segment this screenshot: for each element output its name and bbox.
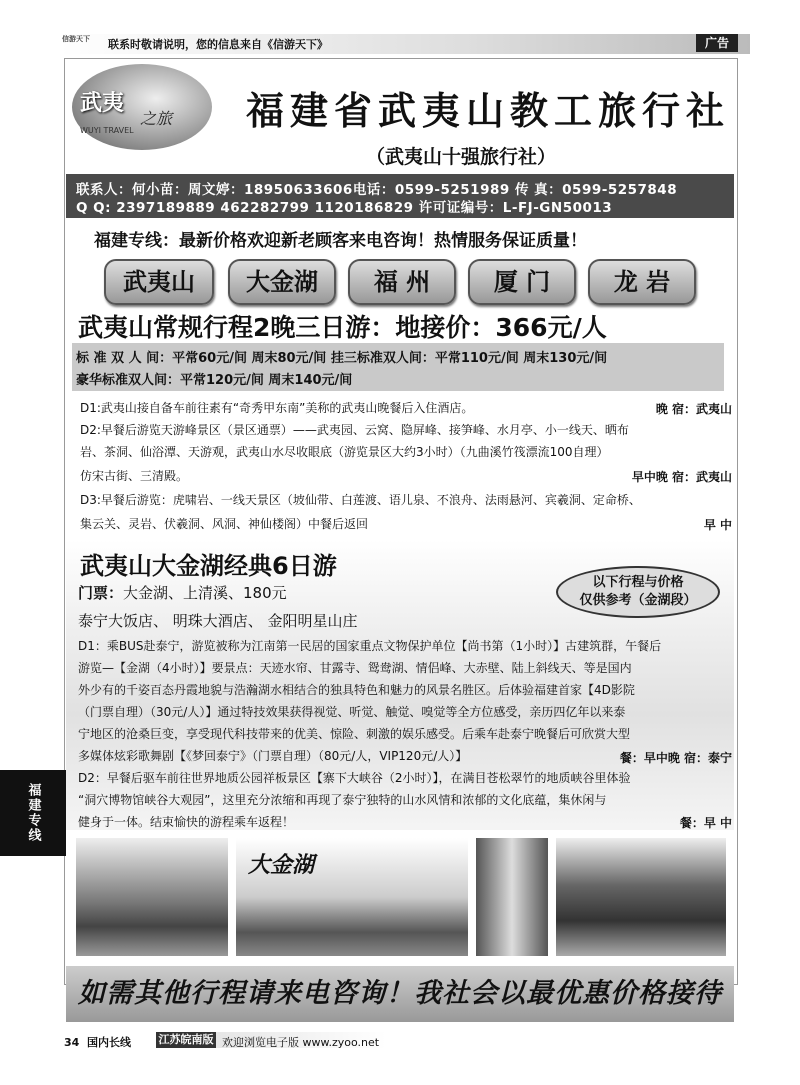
logo-tour: 之旅 bbox=[140, 109, 173, 128]
tour1-line: 集云关、灵岩、伏羲洞、风洞、神仙楼阁）中餐后返回 bbox=[80, 517, 369, 531]
tour2-line: D1：乘BUS赴泰宁，游览被称为江南第一民居的国家重点文物保护单位【尚书第（1小时）】古建筑群，午餐后 bbox=[78, 639, 662, 653]
tour1-line: 岩、茶洞、仙浴潭、天游观，武夷山水尽收眼底（游览景区大约3小时）（九曲溪竹筏漂流100自理） bbox=[80, 445, 609, 459]
consult-banner: 如需其他行程请来电咨询！我社会以最优惠价格接待 bbox=[66, 966, 734, 1022]
photo-river-rocks bbox=[76, 838, 228, 956]
ticket-label: 门票： bbox=[78, 584, 124, 602]
sidebar-tab bbox=[0, 770, 66, 856]
tour1-meal: 早 中 bbox=[703, 518, 732, 532]
agency-name: 福建省武夷山教工旅行社 bbox=[246, 88, 731, 133]
ad-tag: 广告 bbox=[696, 34, 738, 52]
tour2-meal: 餐：早 中 bbox=[679, 816, 732, 830]
footer-site[interactable]: 欢迎浏览电子版 www.zyoo.net bbox=[222, 1036, 380, 1049]
ticket-info bbox=[78, 582, 287, 603]
special-line: 福建专线：最新价格欢迎新老顾客来电咨询！热情服务保证质量！ bbox=[94, 231, 587, 251]
logo-text: 武夷 bbox=[80, 91, 125, 116]
footer-section: 国内长线 bbox=[86, 1036, 131, 1049]
hotel-list: 泰宁大饭店、 明珠大酒店、 金阳明星山庄 bbox=[78, 612, 358, 630]
tour1-line: D2:早餐后游览天游峰景区（景区通票）——武夷园、云窝、隐屏峰、接笋峰、水月亭、小一线天、晒布 bbox=[80, 423, 629, 437]
destination-wuyishan: 武夷山 bbox=[104, 259, 214, 305]
photo-waterfall bbox=[476, 838, 548, 956]
tour2-line: 宁地区的沧桑巨变，享受现代科技带来的优美、惊险、刺激的娱乐感受。后乘车赴泰宁晚餐后可欣赏大型 bbox=[78, 727, 631, 741]
price-note-bubble bbox=[556, 566, 720, 618]
bubble-line-1: 以下行程与价格 bbox=[592, 575, 684, 590]
price-line-1: 标 准 双 人 间：平常60元/间 周末80元/间 挂三标准双人间：平常110元/间 周末130元/间 bbox=[76, 351, 608, 366]
tour2-line: “洞穴博物馆峡谷大观园”，这里充分浓缩和再现了泰宁独特的山水风情和浓郁的文化底蕴，集休闲与 bbox=[78, 793, 607, 807]
tour1-title: 武夷山常规行程2晚三日游：地接价：366元/人 bbox=[78, 313, 607, 342]
header-notice: 联系时敬请说明，您的信息来自《信游天下》 bbox=[108, 38, 328, 51]
tour2-line: （门票自理）（30元/人）】通过特技效果获得视觉、听觉、触觉、嗅觉等全方位感受，亲历四亿年以来泰 bbox=[78, 705, 626, 719]
tour1-price-box bbox=[72, 343, 724, 391]
contact-bar bbox=[66, 174, 734, 218]
ticket-text: 大金湖、上清溪、180元 bbox=[123, 584, 287, 602]
tour2-meal: 餐：早中晚 宿：泰宁 bbox=[619, 751, 732, 765]
tour1-line: D3:早餐后游览：虎啸岩、一线天景区（坡仙带、白莲渡、语儿泉、不浪舟、法雨悬河、宾羲洞、定命桥、 bbox=[80, 493, 641, 507]
tour1-meal: 早中晚 宿：武夷山 bbox=[631, 470, 732, 484]
logo-sub: WUYI TRAVEL bbox=[80, 126, 134, 135]
tour1-line: D1:武夷山接自备车前往素有“奇秀甲东南”美称的武夷山晚餐后入住酒店。 bbox=[80, 401, 474, 415]
photo-dajinhu bbox=[236, 838, 468, 956]
price-line-2: 豪华标准双人间：平常120元/间 周末140元/间 bbox=[76, 373, 353, 388]
tour2-line: 游览—【金湖（4小时）】要景点：天迹水帘、甘露寺、鸳鸯湖、情侣峰、大赤壁、陆上斜线天、等是国内 bbox=[78, 661, 632, 675]
destination-dajinhu: 大金湖 bbox=[228, 259, 336, 305]
photo-caption: 大金湖 bbox=[248, 853, 315, 878]
destination-longyan: 龙 岩 bbox=[588, 259, 696, 305]
destination-xiamen: 厦 门 bbox=[468, 259, 576, 305]
footer-page bbox=[64, 1034, 131, 1050]
tour1-meal: 晚 宿：武夷山 bbox=[655, 402, 732, 416]
sidebar-label: 福建专线 bbox=[25, 783, 41, 843]
tour2-line: 多媒体炫彩歌舞剧【《梦回泰宁》（门票自理）（80元/人，VIP120元/人）】 bbox=[78, 749, 468, 763]
contact-line-1: 联系人：何小苗：周文婷：18950633606电话：0599-5251989 传 真：0599-5257848 bbox=[76, 182, 678, 198]
tour2-line: 外少有的千姿百态丹霞地貌与浩瀚湖水相结合的独具特色和魅力的风景名胜区。后体验福建首家【4D影院 bbox=[78, 683, 635, 697]
photo-cliff bbox=[556, 838, 726, 956]
publisher-logo: 信游天下 bbox=[62, 35, 90, 43]
tour2-title: 武夷山大金湖经典6日游 bbox=[80, 552, 337, 580]
bubble-line-2: 仅供参考（金湖段） bbox=[579, 593, 697, 608]
page-number: 34 bbox=[64, 1036, 80, 1049]
contact-line-2: Q Q: 2397189889 462282799 1120186829 许可证编号：L-FJ-GN50013 bbox=[76, 200, 613, 216]
agency-subtitle: （武夷山十强旅行社） bbox=[366, 146, 557, 168]
tour2-line: D2：早餐后驱车前往世界地质公园祥板景区【寨下大峡谷（2小时）】，在满目苍松翠竹的地质峡谷里体验 bbox=[78, 771, 631, 785]
tour2-line: 健身于一体。结束愉快的游程乘车返程！ bbox=[78, 815, 295, 829]
tour1-line: 仿宋古街、三清殿。 bbox=[80, 469, 189, 483]
footer-edition: 江苏皖南版 bbox=[156, 1032, 216, 1048]
destination-fuzhou: 福 州 bbox=[348, 259, 456, 305]
